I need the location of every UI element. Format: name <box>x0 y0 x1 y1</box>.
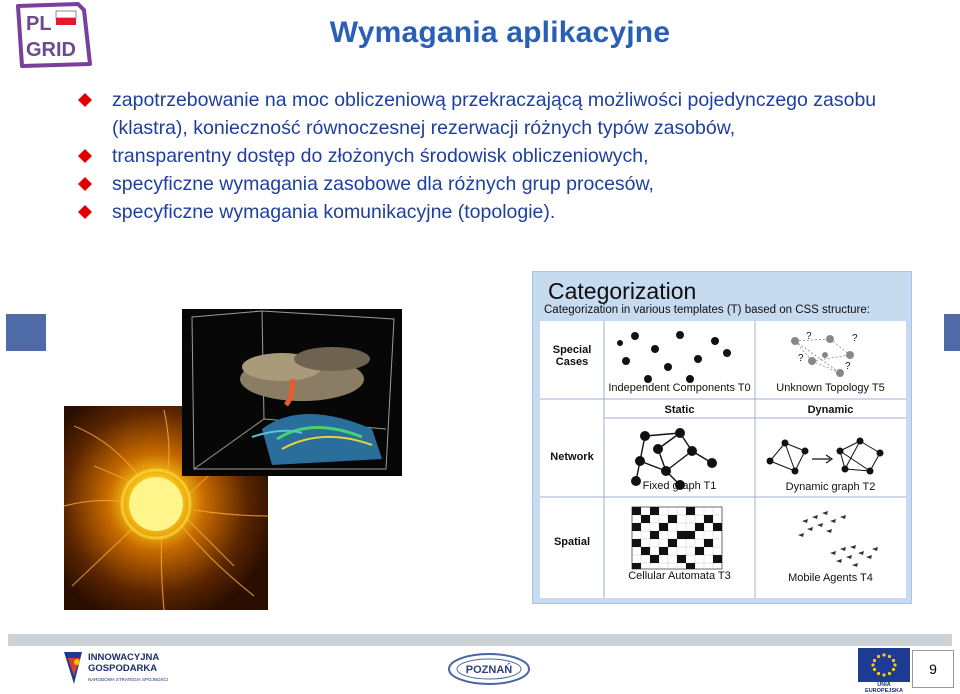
innowacyjna-gospodarka-text: INNOWACYJNA GOSPODARKA <box>88 652 160 674</box>
cell-label-t2: Dynamic graph T2 <box>785 481 876 493</box>
svg-text:?: ? <box>845 361 851 372</box>
svg-text:GRID: GRID <box>26 39 76 61</box>
ig-subtitle: NARODOWA STRATEGIA SPÓJNOŚCI <box>88 677 169 682</box>
svg-text:?: ? <box>798 353 804 364</box>
cell-label-t4: Mobile Agents T4 <box>788 572 873 584</box>
diamond-bullet-icon <box>78 149 92 163</box>
row-label-special-cases: Special Cases <box>552 344 592 368</box>
row-label-spatial: Spatial <box>553 536 591 548</box>
pl-grid-logo <box>12 2 92 68</box>
cellular-automata-grid <box>632 507 722 569</box>
diamond-bullet-icon <box>78 205 92 219</box>
page-number: 9 <box>912 650 954 688</box>
svg-text:?: ? <box>806 331 812 342</box>
diamond-bullet-icon <box>78 93 92 107</box>
requirements-list <box>78 86 878 226</box>
svg-text:POZNAŃ: POZNAŃ <box>465 664 513 676</box>
3d-visualization-image <box>182 309 402 476</box>
footer-bar <box>8 634 952 646</box>
list-item <box>78 198 878 226</box>
innowacyjna-gospodarka-logo-icon <box>62 650 84 686</box>
list-item-text: transparentny dostęp do złożonych środowisk obliczeniowych, <box>112 145 649 167</box>
list-item-text: specyficzne wymagania komunikacyjne (topologie). <box>112 201 556 223</box>
side-square-left <box>6 314 46 351</box>
cell-label-t1: Fixed graph T1 <box>642 480 717 492</box>
list-item <box>78 86 878 142</box>
svg-text:?: ? <box>852 333 858 344</box>
poznan-logo <box>446 651 532 687</box>
categorization-title: Categorization <box>548 278 697 304</box>
cell-label-t5: Unknown Topology T5 <box>776 382 885 394</box>
cell-label-t3: Cellular Automata T3 <box>628 570 731 582</box>
eu-flag <box>858 648 910 682</box>
svg-text:PL: PL <box>26 13 52 35</box>
list-item-text: zapotrzebowanie na moc obliczeniową przekraczającą możliwości pojedynczego zasobu (klastra), konieczność równoczesnej rezerwacji różnych typów zasobów, <box>112 89 877 139</box>
cell-label-t0: Independent Components T0 <box>608 382 751 394</box>
column-header-dynamic: Dynamic <box>807 404 854 416</box>
column-header-static: Static <box>664 404 695 416</box>
side-square-right <box>944 314 960 351</box>
diamond-bullet-icon <box>78 177 92 191</box>
slide-title: Wymagania aplikacyjne <box>329 16 671 49</box>
list-item <box>78 142 878 170</box>
list-item-text: specyficzne wymagania zasobowe dla różnych grup procesów, <box>112 173 654 195</box>
eu-caption: UNIA EUROPEJSKA <box>865 682 903 694</box>
categorization-subtitle: Categorization in various templates (T) based on CSS structure: <box>544 304 870 316</box>
list-item <box>78 170 878 198</box>
row-label-network: Network <box>550 451 594 463</box>
